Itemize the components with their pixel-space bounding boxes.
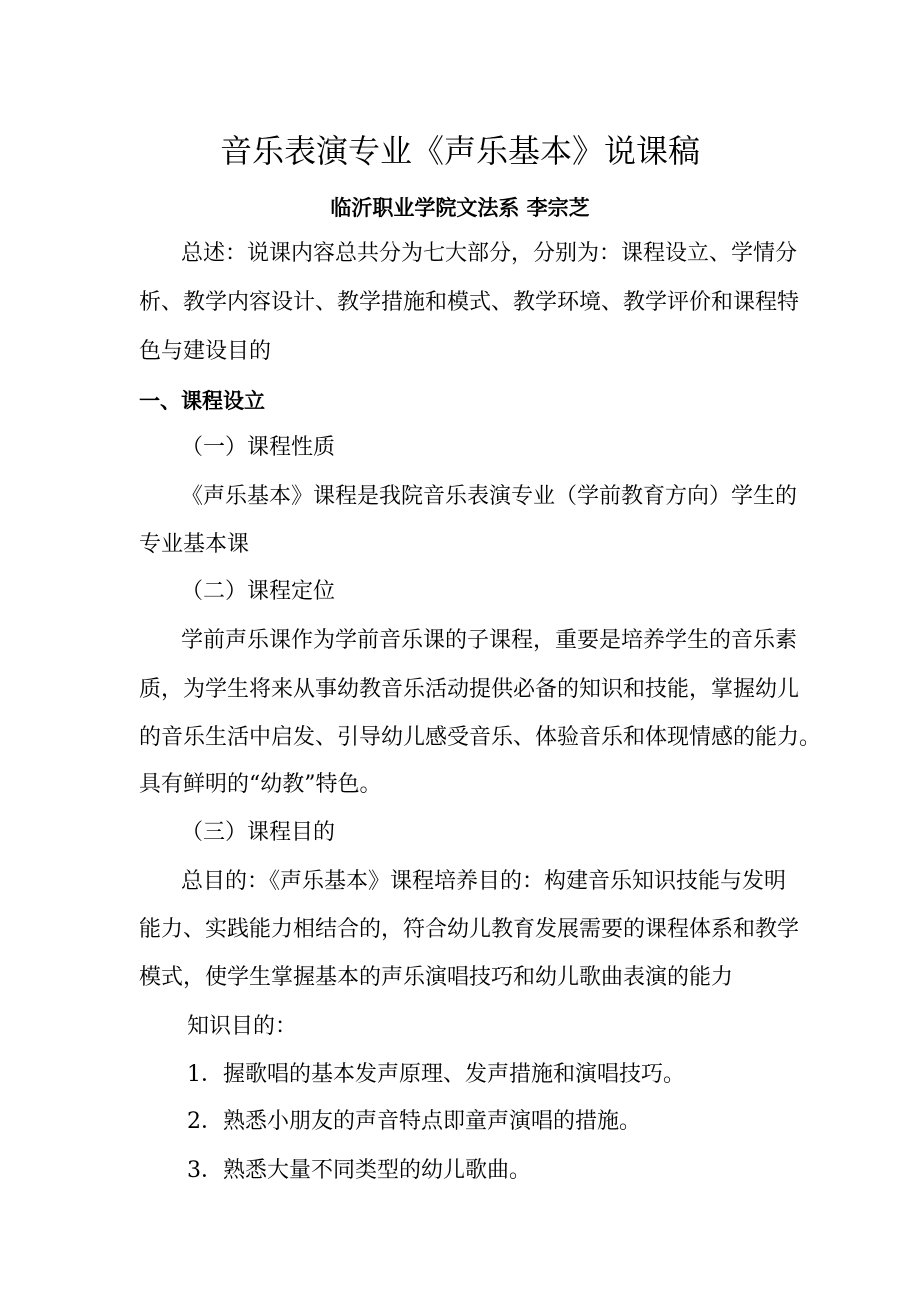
- objectives-line-3: 模式，使学生掌握基本的声乐演唱技巧和幼儿歌曲表演的能力: [139, 965, 734, 990]
- positioning-line-1: 学前声乐课作为学前音乐课的子课程，重要是培养学生的音乐素: [181, 628, 798, 653]
- knowledge-item-2: 2．熟悉小朋友的声音特点即童声演唱的措施。: [187, 1109, 641, 1134]
- nature-line-1: 《声乐基本》课程是我院音乐表演专业（学前教育方向）学生的: [181, 484, 798, 509]
- knowledge-item-3: 3．熟悉大量不同类型的幼儿歌曲。: [187, 1158, 531, 1183]
- positioning-line-4: 具有鲜明的“幼教”特色。: [139, 772, 382, 797]
- positioning-line-2: 质，为学生将来从事幼教音乐活动提供必备的知识和技能，掌握幼儿: [139, 677, 800, 702]
- nature-line-2: 专业基本课: [139, 532, 250, 557]
- knowledge-objectives-heading: 知识目的：: [187, 1014, 298, 1039]
- overview-line-2: 析、教学内容设计、教学措施和模式、教学环境、教学评价和课程特: [139, 290, 800, 315]
- positioning-line-3: 的音乐生活中启发、引导幼儿感受音乐、体验音乐和体现情感的能力。: [139, 725, 822, 750]
- objectives-line-1: 总目的：《声乐基本》课程培养目的：构建音乐知识技能与发明: [181, 869, 787, 894]
- objectives-line-2: 能力、实践能力相结合的，符合幼儿教育发展需要的课程体系和教学: [139, 917, 800, 942]
- subsection-nature-heading: （一）课程性质: [181, 435, 336, 460]
- overview-line-1: 总述：说课内容总共分为七大部分，分别为：课程设立、学情分: [181, 241, 798, 266]
- overview-line-3: 色与建设目的: [139, 339, 272, 364]
- knowledge-item-1: 1．握歌唱的基本发声原理、发声措施和演唱技巧。: [187, 1062, 685, 1087]
- document-author: 临沂职业学院文法系 李宗芝: [330, 196, 590, 220]
- section-1-heading: 一、课程设立: [139, 389, 265, 413]
- subsection-positioning-heading: （二）课程定位: [181, 579, 336, 604]
- subsection-objectives-heading: （三）课程目的: [181, 820, 336, 845]
- document-title: 音乐表演专业《声乐基本》说课稿: [219, 132, 700, 170]
